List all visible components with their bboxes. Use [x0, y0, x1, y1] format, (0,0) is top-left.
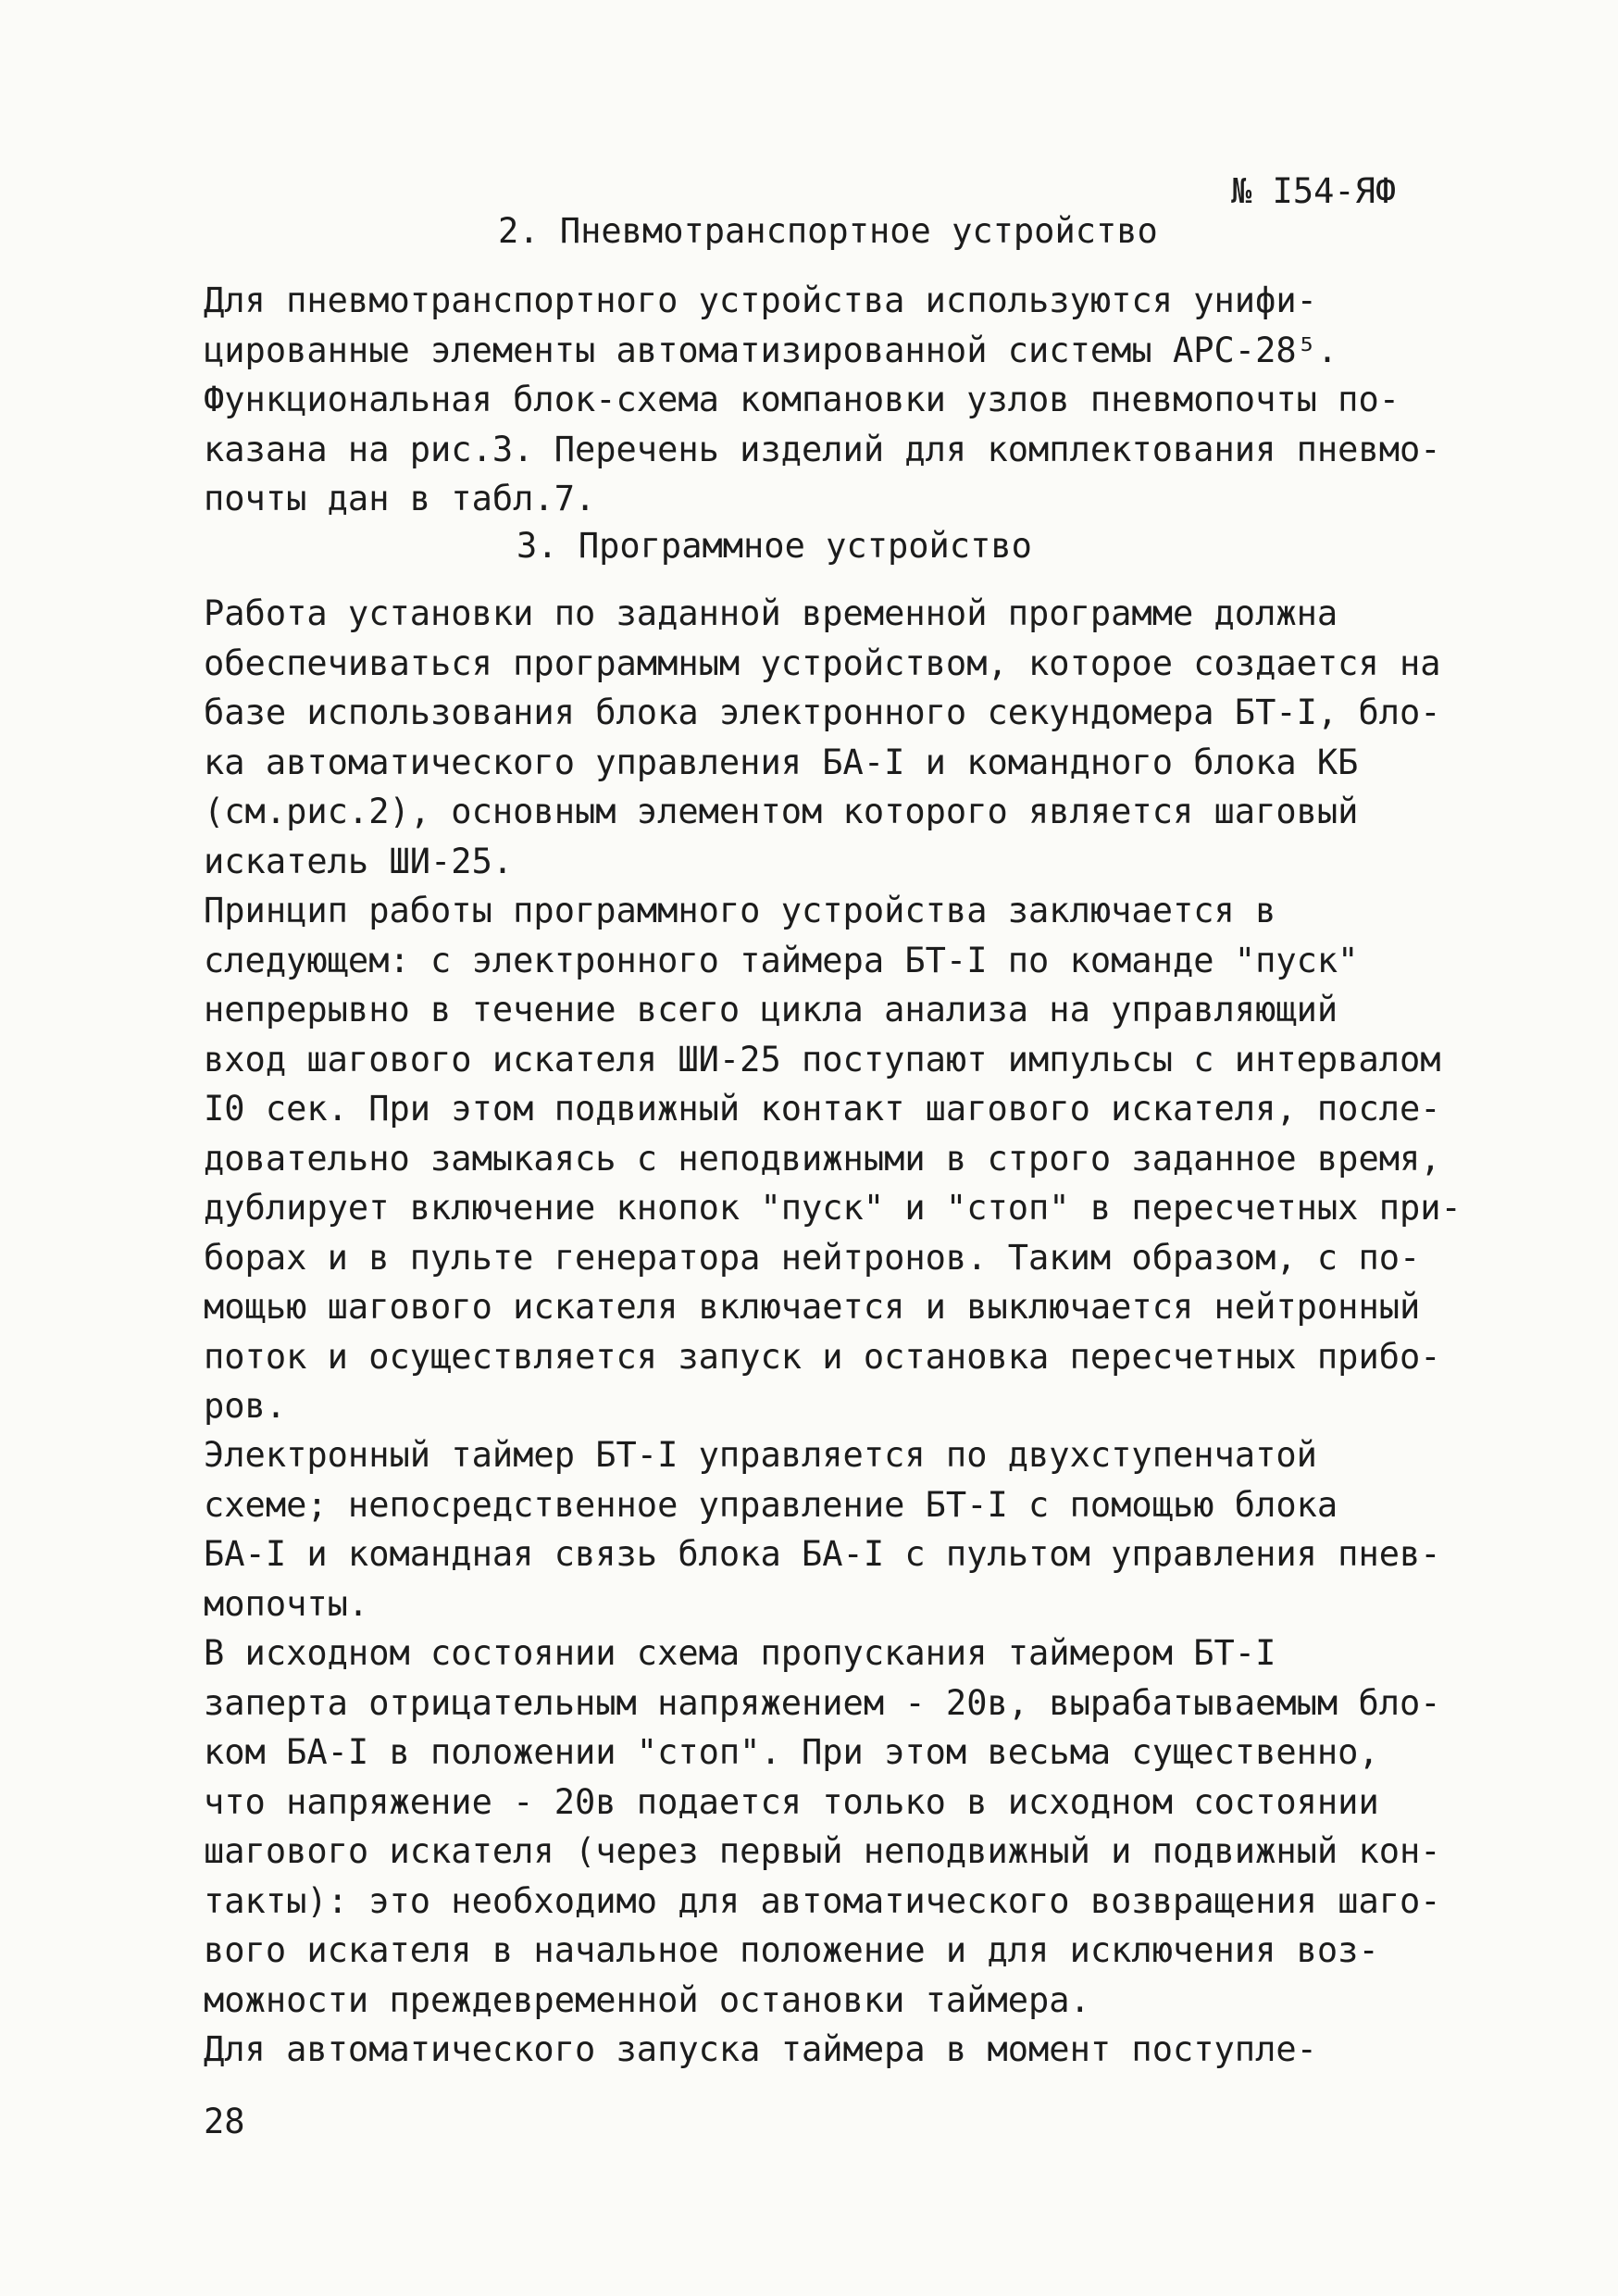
paragraph-pneumatic-1 — [204, 276, 1444, 524]
text-line: поток и осуществляется запуск и остановка пересчетных прибо- — [204, 1336, 1441, 1377]
text-line: Для автоматического запуска таймера в момент поступле- — [204, 2029, 1317, 2069]
section-heading-program: 3. Программное устройство — [517, 526, 1032, 566]
text-line: ка автоматического управления БА-I и командного блока КБ — [204, 742, 1359, 782]
paragraph-program-4 — [204, 1628, 1444, 2025]
text-line: I0 сек. При этом подвижный контакт шагового искателя, после- — [204, 1089, 1441, 1129]
text-line: шагового искателя (через первый неподвижный и подвижный кон- — [204, 1831, 1441, 1871]
text-line: такты): это необходимо для автоматического возвращения шаго- — [204, 1880, 1441, 1921]
text-line: вого искателя в начальное положение и для исключения воз- — [204, 1930, 1379, 1970]
text-line: что напряжение - 20в подается только в исходном состоянии — [204, 1781, 1379, 1822]
document-number: № I54-ЯФ — [1231, 171, 1397, 211]
paragraph-program-5 — [204, 2025, 1444, 2075]
text-line: можности преждевременной остановки таймера. — [204, 1979, 1090, 2020]
section-heading-pneumatic: 2. Пневмотранспортное устройство — [498, 211, 1158, 251]
text-line: ров. — [204, 1386, 287, 1426]
text-line: Работа установки по заданной временной программе должна — [204, 593, 1338, 633]
paragraph-program-3 — [204, 1430, 1444, 1628]
text-line: заперта отрицательным напряжением - 20в, вырабатываемым бло- — [204, 1682, 1441, 1723]
text-line: (см.рис.2), основным элементом которого является шаговый — [204, 792, 1359, 831]
text-line: ком БА-I в положении "стоп". При этом весьма существенно, — [204, 1732, 1379, 1772]
paragraph-program-1 — [204, 589, 1444, 886]
text-line: Электронный таймер БТ-I управляется по двухступенчатой — [204, 1435, 1317, 1475]
text-line: базе использования блока электронного секундомера БТ-I, бло- — [204, 693, 1441, 732]
text-line: обеспечиваться программным устройством, которое создается на — [204, 643, 1441, 683]
text-line: мощью шагового искателя включается и выключается нейтронный — [204, 1287, 1421, 1327]
text-line: борах и в пульте генератора нейтронов. Таким образом, с по- — [204, 1237, 1421, 1278]
text-line: Принцип работы программного устройства заключается в — [204, 891, 1276, 930]
text-line: БА-I и командная связь блока БА-I с пультом управления пнев- — [204, 1534, 1441, 1574]
text-line: вход шагового искателя ШИ-25 поступают импульсы с интервалом — [204, 1039, 1441, 1079]
text-line: непрерывно в течение всего цикла анализа на управляющий — [204, 990, 1338, 1029]
text-line: Функциональная блок-схема компановки узлов пневмопочты по- — [204, 380, 1400, 419]
text-line: следующем: с электронного таймера БТ-I по команде "пуск" — [204, 940, 1359, 980]
text-line: искатель ШИ-25. — [204, 841, 514, 881]
text-line: довательно замыкаясь с неподвижными в строго заданное время, — [204, 1138, 1441, 1179]
text-line: В исходном состоянии схема пропускания таймером БТ-I — [204, 1633, 1276, 1673]
text-line: казана на рис.3. Перечень изделий для комплектования пневмо- — [204, 429, 1441, 469]
text-line: схеме; непосредственное управление БТ-I с помощью блока — [204, 1484, 1338, 1525]
text-line: почты дан в табл.7. — [204, 479, 596, 518]
text-line: Для пневмотранспортного устройства используются унифи- — [204, 281, 1317, 320]
paragraph-program-2 — [204, 886, 1462, 1431]
page-number: 28 — [204, 2102, 245, 2141]
text-line: дублирует включение кнопок "пуск" и "стоп" в пересчетных при- — [204, 1188, 1462, 1228]
text-line: мопочты. — [204, 1583, 369, 1624]
text-line: цированные элементы автоматизированной системы АРС-28⁵. — [204, 330, 1338, 370]
